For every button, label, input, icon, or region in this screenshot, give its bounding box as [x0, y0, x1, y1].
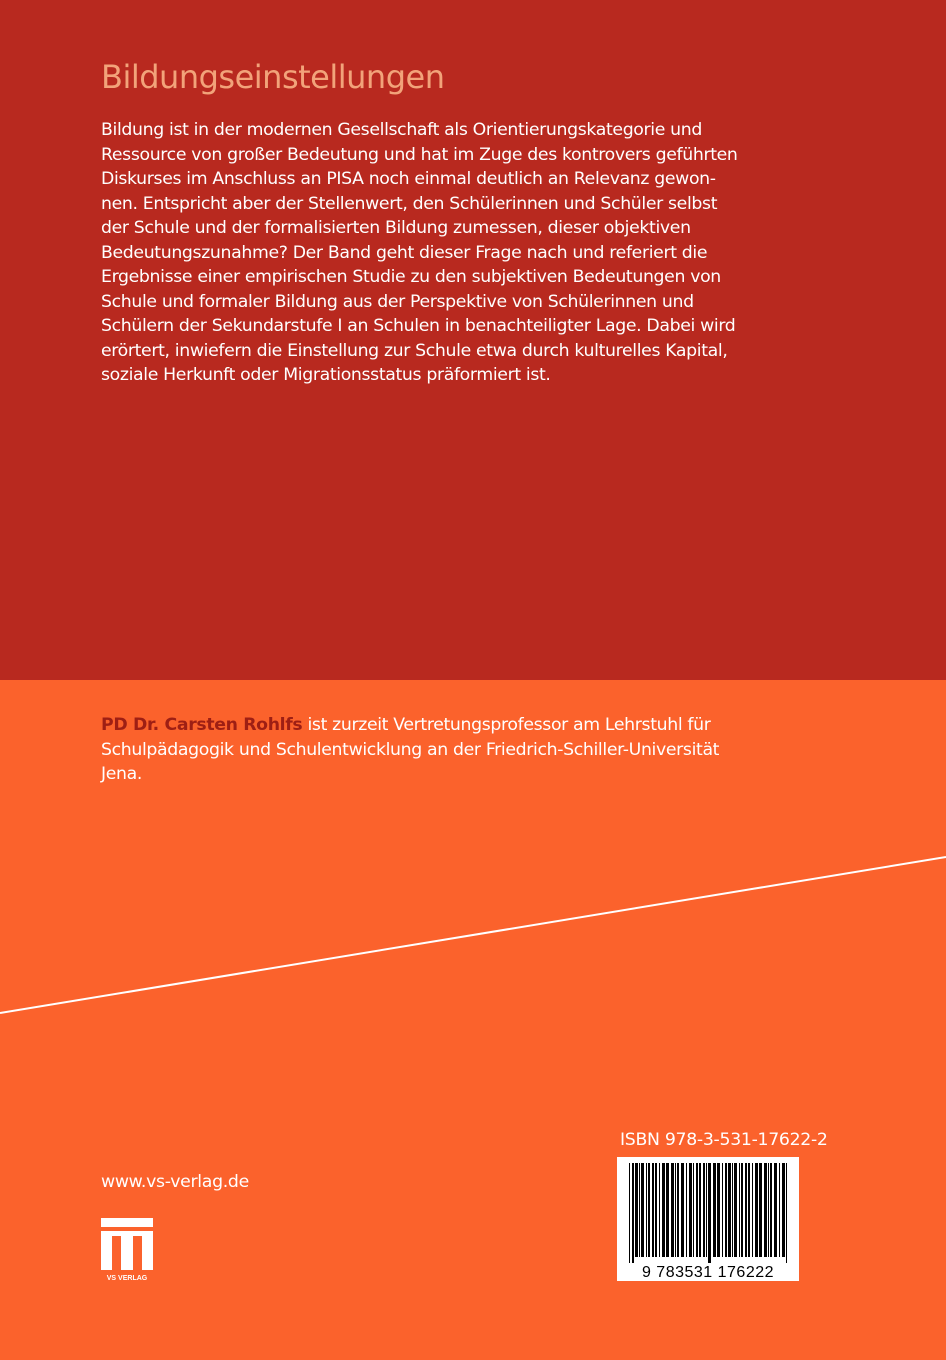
barcode — [617, 1157, 799, 1281]
barcode-bar — [732, 1163, 733, 1257]
barcode-bar — [782, 1163, 785, 1257]
barcode-bar — [655, 1163, 657, 1257]
barcode-bar — [722, 1163, 723, 1257]
barcode-bar — [635, 1163, 638, 1257]
barcode-bar — [648, 1163, 650, 1257]
author-bio — [101, 713, 821, 787]
barcode-bar — [659, 1163, 660, 1257]
barcode-bar — [677, 1163, 679, 1257]
blurb-line: Diskurses im Anschluss an PISA noch einmal deutlich an Relevanz gewon- — [101, 169, 716, 189]
blurb-line: Schülern der Sekundarstufe I an Schulen in benachteiligter Lage. Dabei wird — [101, 316, 736, 336]
barcode-bar — [693, 1163, 694, 1257]
isbn: ISBN 978-3-531-17622-2 — [620, 1130, 828, 1150]
barcode-bar — [755, 1163, 758, 1257]
author-bio-line — [101, 713, 821, 738]
barcode-bar — [632, 1163, 634, 1263]
barcode-bar — [717, 1163, 720, 1257]
barcode-bar — [639, 1163, 640, 1257]
blurb-line: soziale Herkunft oder Migrationsstatus präformiert ist. — [101, 365, 551, 385]
barcode-bar — [786, 1163, 787, 1263]
blurb-line: Schule und formaler Bildung aus der Perspektive von Schülerinnen und — [101, 291, 694, 312]
blurb-line: erörtert, inwiefern die Einstellung zur Schule etwa durch kulturelles Kapital, — [101, 340, 728, 361]
barcode-bar — [681, 1163, 684, 1257]
barcode-bar — [741, 1163, 743, 1257]
blurb-line: Ergebnisse einer empirischen Studie zu den subjektiven Bedeutungen von — [101, 267, 721, 287]
barcode-bar — [675, 1163, 676, 1257]
barcode-bar — [745, 1163, 747, 1257]
publisher-logo — [101, 1218, 153, 1282]
blurb-line: Ressource von großer Bedeutung und hat im Zuge des kontrovers geführten — [101, 144, 738, 165]
blurb-line: der Schule und der formalisierten Bildung zumessen, dieser objektiven — [101, 218, 691, 238]
barcode-bar — [686, 1163, 687, 1257]
barcode-bar — [706, 1163, 707, 1257]
barcode-bar — [652, 1163, 654, 1257]
diagonal-line — [0, 840, 946, 1030]
blurb-line: Bildung ist in der modernen Gesellschaft als Orientierungskategorie und — [101, 120, 702, 140]
barcode-bar — [774, 1163, 777, 1257]
blurb-line: Bedeutungszunahme? Der Band geht dieser Frage nach und referiert die — [101, 242, 708, 263]
barcode-bar — [708, 1163, 711, 1263]
barcode-bar — [629, 1163, 630, 1263]
publisher-logo-text: VS VERLAG — [106, 1275, 148, 1282]
barcode-bar — [768, 1163, 769, 1257]
barcode-bar — [713, 1163, 716, 1257]
book-title: Bildungseinstellungen — [101, 58, 445, 96]
barcode-graphic — [617, 1157, 799, 1281]
barcode-bar — [779, 1163, 780, 1257]
barcode-bar — [728, 1163, 731, 1257]
barcode-number: 9 783531 176222 — [641, 1264, 775, 1281]
author-bio-line: Jena. — [101, 764, 143, 784]
blurb-text — [101, 118, 821, 388]
barcode-bar — [734, 1163, 737, 1257]
barcode-bar — [666, 1163, 669, 1257]
barcode-bar — [725, 1163, 727, 1257]
barcode-bar — [703, 1163, 705, 1257]
barcode-bar — [764, 1163, 767, 1257]
author-bio-line: Schulpädagogik und Schulentwicklung an der Friedrich-Schiller-Universität — [101, 739, 720, 760]
barcode-bar — [662, 1163, 665, 1257]
barcode-bar — [699, 1163, 701, 1257]
author-name: PD Dr. Carsten Rohlfs — [101, 715, 303, 735]
barcode-bar — [646, 1163, 647, 1257]
barcode-bar — [759, 1163, 762, 1257]
barcode-bar — [671, 1163, 674, 1257]
publisher-url[interactable]: www.vs-verlag.de — [101, 1172, 249, 1192]
barcode-bar — [696, 1163, 698, 1257]
barcode-bar — [689, 1163, 692, 1257]
blurb-line: nen. Entspricht aber der Stellenwert, den Schülerinnen und Schüler selbst — [101, 193, 718, 214]
barcode-bar — [770, 1163, 772, 1257]
barcode-bar — [748, 1163, 750, 1257]
barcode-bar — [739, 1163, 740, 1257]
author-bio-line1-rest: ist zurzeit Vertretungsprofessor am Lehrstuhl für — [302, 715, 711, 735]
barcode-bar — [752, 1163, 753, 1257]
barcode-bar — [641, 1163, 644, 1257]
